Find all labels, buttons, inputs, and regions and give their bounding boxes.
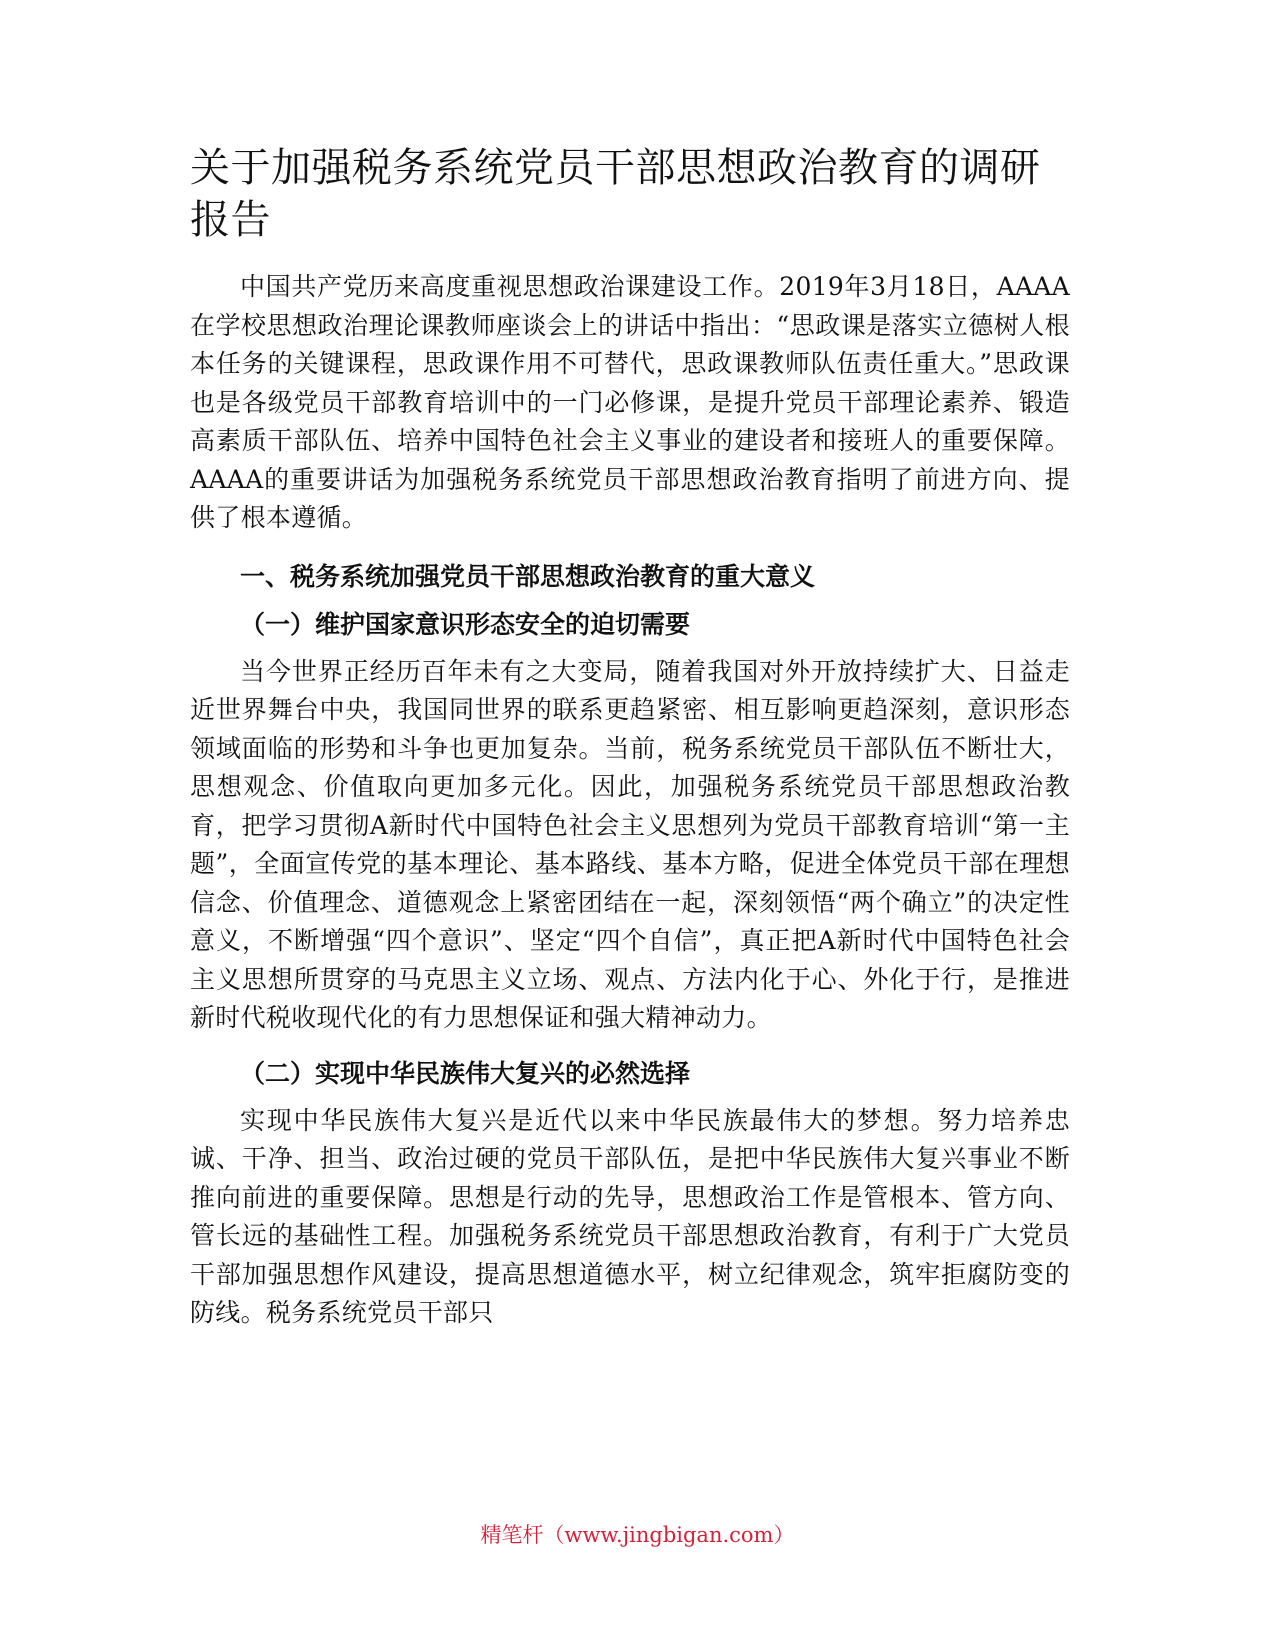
intro-paragraph: 中国共产党历来高度重视思想政治课建设工作。2019年3月18日，AAAA在学校思想政治理论课教师座谈会上的讲话中指出：“思政课是落实立德树人根本任务的关键课程，思政课作用不可替代，思政课教师队伍责任重大。”思政课也是各级党员干部教育培训中的一门必修课，是提升党员干部理论素养、锻造高素质干部队伍、培养中国特色社会主义事业的建设者和接班人的重要保障。AAAA的重要讲话为加强税务系统党员干部思想政治教育指明了前进方向、提供了根本遵循。 bbox=[190, 272, 1070, 532]
subsection-heading-1: （一）维护国家意识形态安全的迫切需要 bbox=[240, 609, 691, 639]
document-title: 关于加强税务系统党员干部思想政治教育的调研报告 bbox=[190, 145, 1041, 243]
subsection-1-paragraph: 当今世界正经历百年未有之大变局，随着我国对外开放持续扩大、日益走近世界舞台中央，我国同世界的联系更趋紧密、相互影响更趋深刻，意识形态领域面临的形势和斗争也更加复杂。当前，税务系统党员干部队伍不断壮大，思想观念、价值取向更加多元化。因此，加强税务系统党员干部思想政治教育，把学习贯彻A新时代中国特色社会主义思想列为党员干部教育培训“第一主题”，全面宣传党的基本理论、基本路线、基本方略，促进全体党员干部在理想信念、价值理念、道德观念上紧密团结在一起，深刻领悟“两个确立”的决定性意义，不断增强“四个意识”、坚定“四个自信”，真正把A新时代中国特色社会主义思想所贯穿的马克思主义立场、观点、方法内化于心、外化于行，是推进新时代税收现代化的有力思想保证和强大精神动力。 bbox=[190, 656, 1070, 1032]
section-heading: 一、税务系统加强党员干部思想政治教育的重大意义 bbox=[240, 561, 816, 591]
subsection-heading-2: （二）实现中华民族伟大复兴的必然选择 bbox=[240, 1058, 691, 1088]
document-body bbox=[190, 142, 1070, 1333]
footer-watermark: 精笔杆（www.jingbigan.com） bbox=[480, 1523, 795, 1547]
subsection-2-paragraph: 实现中华民族伟大复兴是近代以来中华民族最伟大的梦想。努力培养忠诚、干净、担当、政治过硬的党员干部队伍，是把中华民族伟大复兴事业不断推向前进的重要保障。思想是行动的先导，思想政治工作是管根本、管方向、管长远的基础性工程。加强税务系统党员干部思想政治教育，有利于广大党员干部加强思想作风建设，提高思想道德水平，树立纪律观念，筑牢拒腐防变的防线。税务系统党员干部只 bbox=[190, 1105, 1070, 1327]
